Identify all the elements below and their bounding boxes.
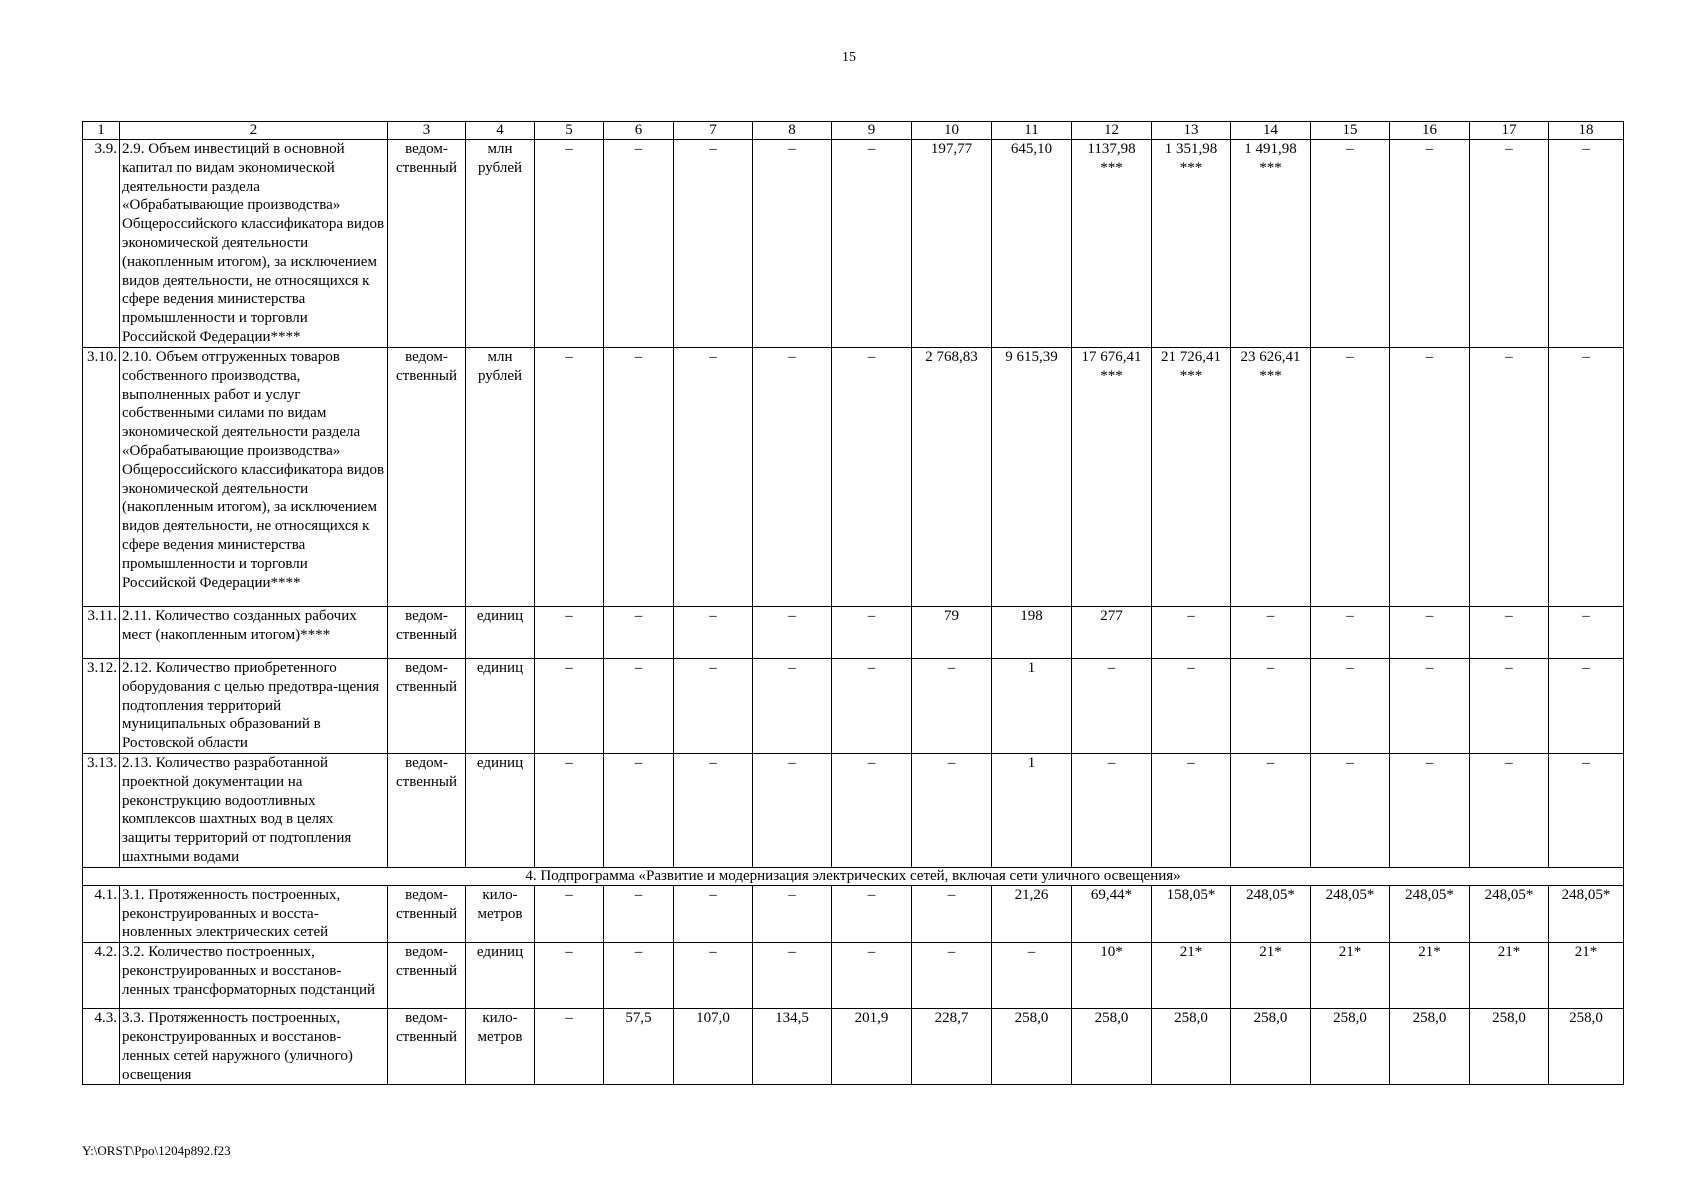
value-cell: –: [1311, 140, 1390, 348]
value-cell: 21*: [1231, 943, 1311, 1009]
value-cell: –: [1311, 753, 1390, 867]
table-body-top: [83, 122, 1624, 868]
column-number: 4: [466, 122, 535, 140]
value-cell: –: [912, 753, 992, 867]
indicator-type: ведом-ственный: [388, 753, 466, 867]
value-cell: –: [832, 140, 912, 348]
value-cell: –: [1470, 348, 1549, 607]
column-number: 1: [83, 122, 120, 140]
table-row: [83, 140, 1624, 348]
value-cell: 21,26: [992, 885, 1072, 942]
value-cell: –: [535, 348, 604, 607]
column-number: 8: [753, 122, 832, 140]
table-row: [83, 659, 1624, 754]
value-cell: 258,0: [1390, 1009, 1470, 1085]
value-cell: –: [604, 885, 674, 942]
value-cell: –: [535, 753, 604, 867]
table-row: [83, 753, 1624, 867]
value-cell: 158,05*: [1152, 885, 1231, 942]
value-cell: 17 676,41 ***: [1072, 348, 1152, 607]
value-cell: –: [674, 753, 753, 867]
value-cell: –: [753, 753, 832, 867]
value-cell: 248,05*: [1390, 885, 1470, 942]
row-number: 3.11.: [83, 607, 120, 659]
value-cell: 645,10: [992, 140, 1072, 348]
value-cell: –: [604, 943, 674, 1009]
value-cell: 9 615,39: [992, 348, 1072, 607]
value-cell: 21*: [1311, 943, 1390, 1009]
indicator-type: ведом-ственный: [388, 140, 466, 348]
unit-of-measure: млн рублей: [466, 348, 535, 607]
column-number: 15: [1311, 122, 1390, 140]
value-cell: 21*: [1390, 943, 1470, 1009]
value-cell: 228,7: [912, 1009, 992, 1085]
value-cell: –: [1549, 348, 1624, 607]
section-title: 4. Подпрограмма «Развитие и модернизация электрических сетей, включая сети уличного освещения»: [83, 867, 1624, 885]
column-number: 7: [674, 122, 753, 140]
row-number: 4.2.: [83, 943, 120, 1009]
table-row: [83, 885, 1624, 942]
table-row: [83, 348, 1624, 607]
indicator-name: 2.12. Количество приобретенного оборудования с целью предотвра-щения подтопления территорий муниципальных образований в Ростовской области: [120, 659, 388, 754]
value-cell: 134,5: [753, 1009, 832, 1085]
value-cell: –: [1311, 659, 1390, 754]
indicator-name: 2.9. Объем инвестиций в основной капитал по видам экономической деятельности раздела «Обрабатывающие производства» Общероссийского классификатора видов экономической деятельности (накопленным итогом), за исключением видов деятельности, не относящихся к сфере ведения министерства промышленности и торговли Российской Федерации****: [120, 140, 388, 348]
unit-of-measure: единиц: [466, 753, 535, 867]
value-cell: 57,5: [604, 1009, 674, 1085]
value-cell: 107,0: [674, 1009, 753, 1085]
value-cell: –: [912, 659, 992, 754]
value-cell: 248,05*: [1549, 885, 1624, 942]
value-cell: 1: [992, 659, 1072, 754]
value-cell: –: [1549, 140, 1624, 348]
column-number: 17: [1470, 122, 1549, 140]
value-cell: –: [832, 607, 912, 659]
value-cell: –: [912, 943, 992, 1009]
value-cell: –: [604, 140, 674, 348]
value-cell: 248,05*: [1470, 885, 1549, 942]
section-row: [83, 867, 1624, 885]
value-cell: –: [604, 659, 674, 754]
value-cell: –: [535, 943, 604, 1009]
indicator-type: ведом-ственный: [388, 659, 466, 754]
value-cell: –: [753, 885, 832, 942]
value-cell: –: [832, 753, 912, 867]
unit-of-measure: кило-метров: [466, 1009, 535, 1085]
value-cell: 258,0: [992, 1009, 1072, 1085]
column-number: 10: [912, 122, 992, 140]
row-number: 3.9.: [83, 140, 120, 348]
value-cell: 258,0: [1549, 1009, 1624, 1085]
indicator-name: 3.2. Количество построенных, реконструированных и восстанов-ленных трансформаторных подстанций: [120, 943, 388, 1009]
value-cell: –: [1470, 607, 1549, 659]
value-cell: –: [1549, 753, 1624, 867]
value-cell: –: [535, 885, 604, 942]
value-cell: –: [1470, 753, 1549, 867]
value-cell: 21 726,41 ***: [1152, 348, 1231, 607]
table-row: [83, 607, 1624, 659]
value-cell: –: [535, 140, 604, 348]
unit-of-measure: единиц: [466, 659, 535, 754]
value-cell: 201,9: [832, 1009, 912, 1085]
value-cell: –: [753, 348, 832, 607]
row-number: 3.10.: [83, 348, 120, 607]
value-cell: –: [1549, 659, 1624, 754]
indicator-name: 3.3. Протяженность построенных, реконструированных и восстанов-ленных сетей наружного (уличного) освещения: [120, 1009, 388, 1085]
value-cell: –: [604, 753, 674, 867]
unit-of-measure: кило-метров: [466, 885, 535, 942]
indicator-name: 2.10. Объем отгруженных товаров собственного производства, выполненных работ и услуг собственными силами по видам экономической деятельности раздела «Обрабатывающие производства» Общероссийского классификатора видов экономической деятельности (накопленным итогом), за исключением видов деятельности, не относящихся к сфере ведения министерства промышленности и торговли Российской Федерации****: [120, 348, 388, 607]
value-cell: 258,0: [1231, 1009, 1311, 1085]
table-row: [83, 1009, 1624, 1085]
indicator-name: 2.11. Количество созданных рабочих мест (накопленным итогом)****: [120, 607, 388, 659]
value-cell: 21*: [1152, 943, 1231, 1009]
value-cell: –: [535, 607, 604, 659]
value-cell: –: [1470, 140, 1549, 348]
value-cell: –: [912, 885, 992, 942]
value-cell: –: [1152, 659, 1231, 754]
file-path-footer: Y:\ORST\Ppo\1204p892.f23: [82, 1143, 231, 1158]
value-cell: –: [1231, 607, 1311, 659]
column-number: 6: [604, 122, 674, 140]
value-cell: –: [674, 659, 753, 754]
column-number: 2: [120, 122, 388, 140]
indicator-name: 2.13. Количество разработанной проектной документации на реконструкцию водоотливных комплексов шахтных вод в целях защиты территорий от подтопления шахтными водами: [120, 753, 388, 867]
indicator-name: 3.1. Протяженность построенных, реконструированных и восста-новленных электрических сетей: [120, 885, 388, 942]
indicator-type: ведом-ственный: [388, 348, 466, 607]
value-cell: 258,0: [1152, 1009, 1231, 1085]
value-cell: –: [1390, 348, 1470, 607]
value-cell: –: [1390, 753, 1470, 867]
value-cell: 277: [1072, 607, 1152, 659]
value-cell: –: [753, 659, 832, 754]
indicator-type: ведом-ственный: [388, 1009, 466, 1085]
value-cell: –: [1231, 659, 1311, 754]
column-number-row: [83, 122, 1624, 140]
value-cell: –: [753, 943, 832, 1009]
value-cell: 2 768,83: [912, 348, 992, 607]
row-number: 4.1.: [83, 885, 120, 942]
value-cell: –: [832, 659, 912, 754]
column-number: 13: [1152, 122, 1231, 140]
value-cell: –: [992, 943, 1072, 1009]
unit-of-measure: единиц: [466, 943, 535, 1009]
indicator-type: ведом-ственный: [388, 607, 466, 659]
row-number: 3.13.: [83, 753, 120, 867]
indicator-type: ведом-ственный: [388, 943, 466, 1009]
value-cell: –: [674, 348, 753, 607]
value-cell: –: [1231, 753, 1311, 867]
value-cell: 248,05*: [1231, 885, 1311, 942]
value-cell: –: [604, 607, 674, 659]
column-number: 5: [535, 122, 604, 140]
column-number: 18: [1549, 122, 1624, 140]
value-cell: –: [1152, 753, 1231, 867]
value-cell: 1: [992, 753, 1072, 867]
value-cell: –: [604, 348, 674, 607]
column-number: 9: [832, 122, 912, 140]
value-cell: –: [535, 1009, 604, 1085]
value-cell: –: [832, 943, 912, 1009]
row-number: 3.12.: [83, 659, 120, 754]
value-cell: –: [1311, 348, 1390, 607]
value-cell: 248,05*: [1311, 885, 1390, 942]
value-cell: –: [1549, 607, 1624, 659]
value-cell: 198: [992, 607, 1072, 659]
value-cell: 197,77: [912, 140, 992, 348]
value-cell: –: [535, 659, 604, 754]
value-cell: –: [674, 607, 753, 659]
value-cell: –: [753, 140, 832, 348]
value-cell: –: [1072, 753, 1152, 867]
page-number: 15: [842, 50, 856, 65]
value-cell: –: [1072, 659, 1152, 754]
value-cell: –: [674, 885, 753, 942]
value-cell: –: [1390, 659, 1470, 754]
indicators-table: [82, 121, 1624, 1085]
value-cell: 23 626,41 ***: [1231, 348, 1311, 607]
column-number: 3: [388, 122, 466, 140]
value-cell: 258,0: [1470, 1009, 1549, 1085]
value-cell: –: [674, 140, 753, 348]
value-cell: 79: [912, 607, 992, 659]
value-cell: –: [1390, 140, 1470, 348]
value-cell: –: [1470, 659, 1549, 754]
value-cell: –: [1390, 607, 1470, 659]
table-body-bottom: [83, 867, 1624, 1085]
value-cell: 1 491,98 ***: [1231, 140, 1311, 348]
table-row: [83, 943, 1624, 1009]
value-cell: 21*: [1549, 943, 1624, 1009]
unit-of-measure: единиц: [466, 607, 535, 659]
unit-of-measure: млн рублей: [466, 140, 535, 348]
column-number: 14: [1231, 122, 1311, 140]
value-cell: –: [832, 885, 912, 942]
value-cell: 258,0: [1072, 1009, 1152, 1085]
value-cell: –: [753, 607, 832, 659]
column-number: 12: [1072, 122, 1152, 140]
indicator-type: ведом-ственный: [388, 885, 466, 942]
value-cell: 1 351,98 ***: [1152, 140, 1231, 348]
column-number: 16: [1390, 122, 1470, 140]
row-number: 4.3.: [83, 1009, 120, 1085]
value-cell: –: [832, 348, 912, 607]
value-cell: –: [674, 943, 753, 1009]
value-cell: 10*: [1072, 943, 1152, 1009]
value-cell: 1137,98 ***: [1072, 140, 1152, 348]
column-number: 11: [992, 122, 1072, 140]
value-cell: –: [1152, 607, 1231, 659]
value-cell: 258,0: [1311, 1009, 1390, 1085]
value-cell: –: [1311, 607, 1390, 659]
value-cell: 21*: [1470, 943, 1549, 1009]
value-cell: 69,44*: [1072, 885, 1152, 942]
